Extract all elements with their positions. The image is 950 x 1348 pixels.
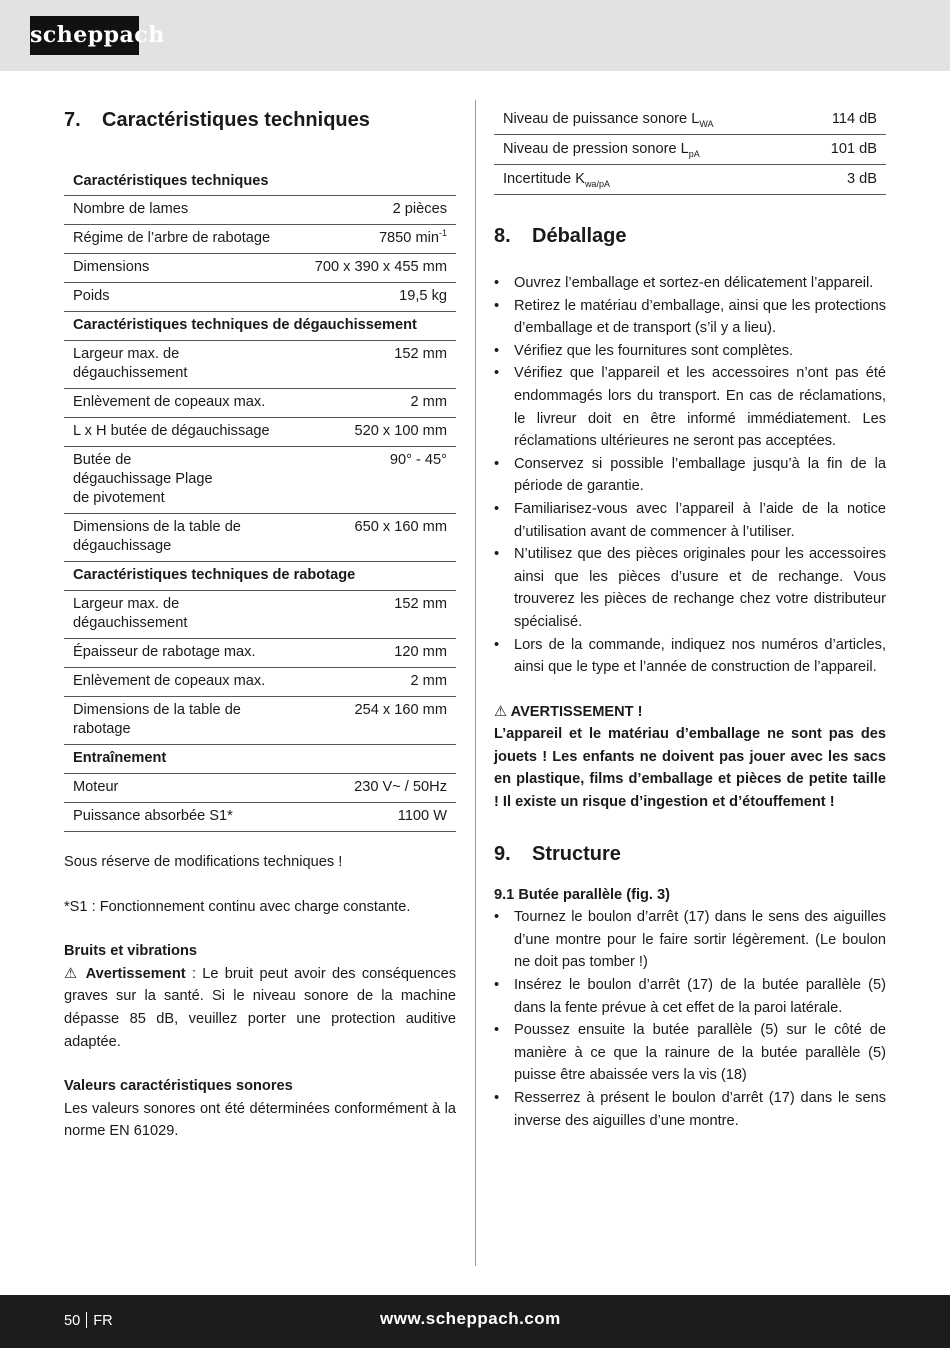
sound-values-text: Les valeurs sonores ont été déterminées conformément à la norme EN 61029. bbox=[64, 1100, 456, 1140]
table-row: Enlèvement de copeaux max. 2 mm bbox=[64, 389, 456, 418]
right-column bbox=[494, 100, 886, 1132]
left-column bbox=[64, 100, 456, 1143]
spec-table bbox=[64, 168, 456, 832]
note-s1: *S1 : Fonctionnement continu avec charge constante. bbox=[64, 898, 411, 915]
table-section-row: Caractéristiques techniques de dégauchissement bbox=[64, 312, 456, 341]
table-row: Caractéristiques techniques bbox=[64, 168, 456, 196]
list-item: • Resserrez à présent le boulon d’arrêt (17) dans le sens inverse des aiguilles d’une montre. bbox=[494, 1087, 886, 1132]
header-band bbox=[0, 0, 950, 71]
page-number: 50 FR bbox=[64, 1313, 113, 1329]
list-item: • Conservez si possible l’emballage jusqu’à la fin de la période de garantie. bbox=[494, 453, 886, 498]
warning-icon: ⚠ bbox=[494, 703, 508, 720]
list-item: • Retirez le matériau d’emballage, ainsi que les protections d’emballage et de transport (s’il y a lieu). bbox=[494, 295, 886, 340]
sound-table bbox=[494, 105, 886, 195]
list-item: • Insérez le boulon d’arrêt (17) de la butée parallèle (5) dans la fente prévue à cet effet de la paroi latérale. bbox=[494, 974, 886, 1019]
table-row: Niveau de pression sonore $L_{pA}$ 101 dB bbox=[494, 135, 886, 165]
section-7-heading: 7. Caractéristiques techniques bbox=[64, 109, 370, 131]
table-row: Nombre de lames 2 pièces bbox=[64, 196, 456, 225]
footer-bar bbox=[0, 1295, 950, 1348]
column-divider bbox=[475, 100, 476, 1266]
footer-separator bbox=[86, 1312, 87, 1328]
table-row: Poids 19,5 kg bbox=[64, 283, 456, 312]
table-row: Dimensions de la table de rabotage 254 x 160 mm bbox=[64, 697, 456, 745]
table-row: Incertitude $K_{wa/pA}$ 3 dB bbox=[494, 165, 886, 195]
table-row: Dimensions de la table de dégauchissage 650 x 160 mm bbox=[64, 514, 456, 562]
table-row: Dimensions 700 x 390 x 455 mm bbox=[64, 254, 456, 283]
packaging-warning-text: L’appareil et le matériau d’emballage ne sont pas des jouets ! Les enfants ne doivent pas jouer avec les sacs en plastique, films d’emballage et pièces de petite taille ! Il existe un risque d’ingestion et d’étouffement ! bbox=[494, 726, 886, 811]
brand-logo: scheppach bbox=[30, 16, 139, 55]
table-section-row: Entraînement bbox=[64, 745, 456, 774]
table-row: Régime de l’arbre de rabotage 7850 $\min^{-1}$ bbox=[64, 225, 456, 254]
section-9-heading: 9. Structure bbox=[494, 842, 621, 865]
unpacking-list bbox=[494, 272, 886, 679]
table-row: Largeur max. de dégauchissement 152 mm bbox=[64, 341, 456, 389]
table-row: Niveau de puissance sonore $L_{WA}$ 114 dB bbox=[494, 105, 886, 135]
list-item: • Lors de la commande, indiquez nos numéros d’articles, ainsi que le type et l’année de construction de l’appareil. bbox=[494, 634, 886, 679]
list-item: • Vérifiez que les fournitures sont complètes. bbox=[494, 340, 886, 363]
list-item: • Poussez ensuite la butée parallèle (5) sur le côté de manière à ce que la rainure de la butée parallèle (5) puisse être abaissée vers la vis (18) bbox=[494, 1019, 886, 1087]
list-item: • N’utilisez que des pièces originales pour les accessoires ainsi que les pièces d’usure et de rechange. Vous trouverez les pièces de rechange chez votre distributeur spécialisé. bbox=[494, 543, 886, 633]
list-item: • Vérifiez que l’appareil et les accessoires n’ont pas été endommagés lors du transport. En cas de réclamations, le livreur doit en être informé immédiatement. Les réclamations ultérieures ne seront pas acceptées. bbox=[494, 362, 886, 452]
website-link[interactable]: www.scheppach.com bbox=[380, 1309, 561, 1328]
sound-values-heading: Valeurs caractéristiques sonores bbox=[64, 1078, 293, 1095]
table-row: Largeur max. de dégauchissement 152 mm bbox=[64, 591, 456, 639]
noise-heading: Bruits et vibrations bbox=[64, 943, 197, 960]
packaging-warning-title: ⚠ AVERTISSEMENT ! bbox=[494, 703, 643, 720]
table-row: Puissance absorbée S1* 1100 W bbox=[64, 803, 456, 832]
table-row: Butée de dégauchissage Plage de pivotement 90° - 45° bbox=[64, 447, 456, 514]
structure-list bbox=[494, 906, 886, 1132]
table-row: Moteur 230 V~ / 50Hz bbox=[64, 774, 456, 803]
note-modifications: Sous réserve de modifications techniques ! bbox=[64, 854, 343, 870]
list-item: • Ouvrez l’emballage et sortez-en délicatement l’appareil. bbox=[494, 272, 886, 295]
section-8-heading: 8. Déballage bbox=[494, 225, 627, 247]
table-row: Enlèvement de copeaux max. 2 mm bbox=[64, 668, 456, 697]
table-row: Épaisseur de rabotage max. 120 mm bbox=[64, 639, 456, 668]
table-section-row: Caractéristiques techniques de rabotage bbox=[64, 562, 456, 591]
noise-warning: ⚠ Avertissement : Le bruit peut avoir des conséquences graves sur la santé. Si le niveau sonore de la machine dépasse 85 dB, veuillez porter une protection auditive adaptée. bbox=[64, 965, 456, 1050]
table-row: L x H butée de dégauchissage 520 x 100 mm bbox=[64, 418, 456, 447]
list-item: • Familiarisez-vous avec l’appareil à l’aide de la notice d’utilisation avant de commencer à l’utiliser. bbox=[494, 498, 886, 543]
warning-icon: ⚠ bbox=[64, 965, 80, 982]
list-item: • Tournez le boulon d’arrêt (17) dans le sens des aiguilles d’une montre pour le faire sortir légèrement. (Le boulon ne doit pas tomber !) bbox=[494, 906, 886, 974]
parallel-stop-heading: 9.1 Butée parallèle (fig. 3) bbox=[494, 886, 670, 903]
